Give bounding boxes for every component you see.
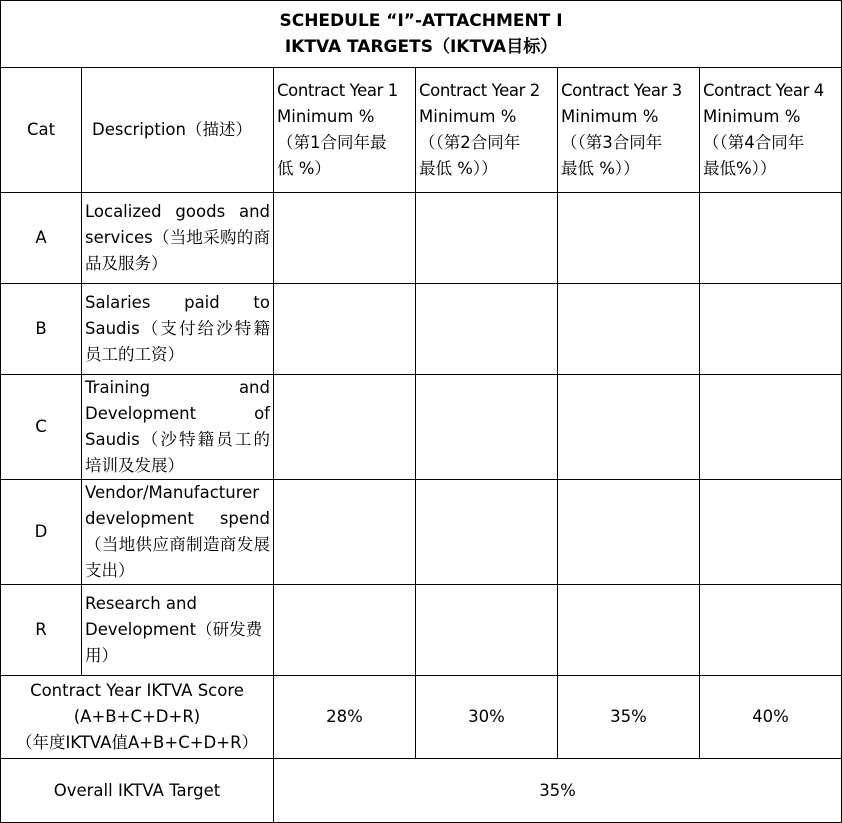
header-year-1 (274, 68, 416, 193)
header-year-4-line-4: 最低%）） (703, 159, 777, 178)
header-description: Description（描述） (82, 68, 274, 193)
year-3-cell[interactable] (558, 480, 700, 585)
header-row (1, 68, 842, 193)
header-year-3-line-3: （（第3合同年 (561, 133, 663, 152)
year-2-cell[interactable] (416, 284, 558, 375)
score-label-line-3: （年度IKTVA值A+B+C+D+R） (15, 733, 259, 752)
row-cat: D (1, 480, 82, 585)
row-description: Research and Development（研发费用） (82, 585, 274, 676)
title-line-2: IKTVA TARGETS（IKTVA目标） (284, 37, 558, 57)
header-year-4-line-2: Minimum % (703, 107, 801, 126)
score-row (1, 676, 842, 759)
title-line-1: SCHEDULE “I”-ATTACHMENT I (279, 11, 563, 31)
header-cat: Cat (1, 68, 82, 193)
score-year-1: 28% (274, 676, 416, 759)
header-year-3-line-2: Minimum % (561, 107, 659, 126)
header-year-1-line-2: Minimum % (277, 107, 375, 126)
header-year-1-line-4: 低 %） (277, 159, 331, 178)
score-label-line-2: (A+B+C+D+R) (73, 707, 201, 726)
overall-row (1, 759, 842, 823)
row-cat: B (1, 284, 82, 375)
header-year-2 (416, 68, 558, 193)
year-4-cell[interactable] (700, 585, 842, 676)
row-description: Salaries paid to Saudis（支付给沙特籍员工的工资） (82, 284, 274, 375)
score-label-line-1: Contract Year IKTVA Score (30, 681, 244, 700)
year-2-cell[interactable] (416, 480, 558, 585)
score-year-3: 35% (558, 676, 700, 759)
score-year-4: 40% (700, 676, 842, 759)
row-description: Vendor/Manufacturer development spend（当地供应商制造商发展支出） (82, 480, 274, 585)
header-year-4 (700, 68, 842, 193)
overall-label: Overall IKTVA Target (1, 759, 274, 823)
year-3-cell[interactable] (558, 284, 700, 375)
year-2-cell[interactable] (416, 585, 558, 676)
year-4-cell[interactable] (700, 284, 842, 375)
row-description: Localized goods and services（当地采购的商品及服务） (82, 193, 274, 284)
year-1-cell[interactable] (274, 193, 416, 284)
header-year-3 (558, 68, 700, 193)
year-1-cell[interactable] (274, 480, 416, 585)
score-year-2: 30% (416, 676, 558, 759)
table-title (1, 1, 842, 68)
table-row (1, 585, 842, 676)
header-year-2-line-1: Contract Year 2 (419, 81, 540, 100)
table-row (1, 480, 842, 585)
header-year-1-line-3: （第1合同年最 (277, 133, 387, 152)
table-row (1, 284, 842, 375)
title-row (1, 1, 842, 68)
row-cat: A (1, 193, 82, 284)
year-4-cell[interactable] (700, 193, 842, 284)
header-year-3-line-1: Contract Year 3 (561, 81, 682, 100)
row-cat: C (1, 375, 82, 480)
row-description: Training and Development of Saudis（沙特籍员工的培训及发展） (82, 375, 274, 480)
header-year-4-line-3: （（第4合同年 (703, 133, 805, 152)
year-2-cell[interactable] (416, 375, 558, 480)
table-row (1, 375, 842, 480)
row-cat: R (1, 585, 82, 676)
year-4-cell[interactable] (700, 480, 842, 585)
year-1-cell[interactable] (274, 375, 416, 480)
header-year-1-line-1: Contract Year 1 (277, 81, 398, 100)
year-1-cell[interactable] (274, 284, 416, 375)
header-year-3-line-4: 最低 %）） (561, 159, 640, 178)
table-row (1, 193, 842, 284)
header-year-2-line-3: （（第2合同年 (419, 133, 521, 152)
year-3-cell[interactable] (558, 585, 700, 676)
year-2-cell[interactable] (416, 193, 558, 284)
header-year-2-line-4: 最低 %）） (419, 159, 498, 178)
header-year-2-line-2: Minimum % (419, 107, 517, 126)
header-year-4-line-1: Contract Year 4 (703, 81, 824, 100)
year-1-cell[interactable] (274, 585, 416, 676)
overall-value: 35% (274, 759, 842, 823)
year-3-cell[interactable] (558, 193, 700, 284)
score-label (1, 676, 274, 759)
year-3-cell[interactable] (558, 375, 700, 480)
year-4-cell[interactable] (700, 375, 842, 480)
